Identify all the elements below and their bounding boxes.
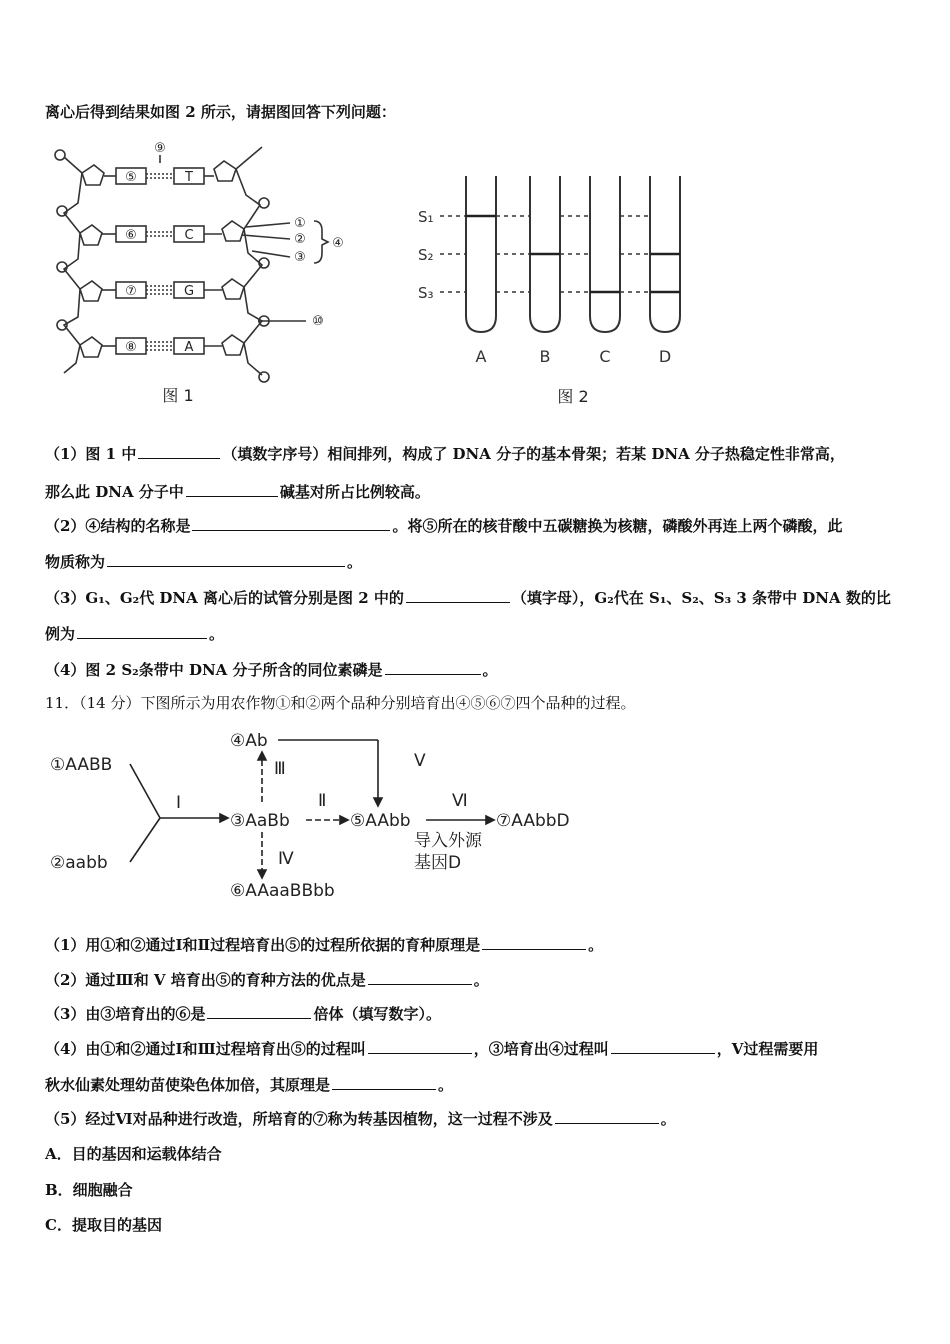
- answer-blank[interactable]: [107, 552, 345, 567]
- answer-blank[interactable]: [611, 1039, 715, 1054]
- answer-blank[interactable]: [207, 1004, 311, 1019]
- q11-part2: （2）通过Ⅲ和 V 培育出⑤的育种方法的优点是 。: [45, 971, 489, 989]
- node-2: ②aabb: [50, 853, 108, 873]
- base-left-4: ⑧: [125, 340, 137, 355]
- base-left-3: ⑦: [125, 284, 137, 299]
- answer-blank[interactable]: [482, 935, 586, 950]
- option-c[interactable]: C．提取目的基因: [45, 1216, 162, 1234]
- q10-part2-line1: （2）④结构的名称是 。将⑤所在的核苷酸中五碳糖换为核糖，磷酸外再连上两个磷酸，此: [45, 517, 843, 535]
- tube-d-label: D: [658, 347, 672, 366]
- node-7: ⑦AAbbD: [496, 811, 570, 831]
- q10-part4: （4）图 2 S₂条带中 DNA 分子所含的同位素磷是 。: [45, 661, 498, 679]
- label-9: ⑨: [154, 141, 166, 156]
- q10-part1-line1: （1）图 1 中 （填数字序号）相间排列，构成了 DNA 分子的基本骨架；若某 DNA 分子热稳定性非常高，: [45, 445, 845, 463]
- tube-c-label: C: [599, 347, 611, 366]
- label-10: ⑩: [312, 314, 324, 329]
- step-5-label: Ⅴ: [414, 751, 426, 771]
- figure-1-caption: 图 1: [162, 386, 194, 405]
- q10-part3-line2: 例为 。: [45, 625, 225, 643]
- node-1: ①AABB: [50, 755, 113, 775]
- answer-blank[interactable]: [368, 1039, 472, 1054]
- base-right-4: A: [184, 340, 194, 355]
- node-4: ④Ab: [230, 731, 268, 751]
- tube-a: [466, 176, 496, 332]
- q11-part4-line1: （4）由①和②通过Ⅰ和Ⅲ过程培育出⑤的过程叫 ，③培育出④过程叫 ，Ⅴ过程需要用: [45, 1040, 819, 1058]
- step-4-label: Ⅳ: [278, 849, 294, 869]
- answer-blank[interactable]: [186, 482, 278, 497]
- figure-2-caption: 图 2: [557, 387, 589, 406]
- tube-a-label: A: [475, 347, 487, 366]
- q10-part2-line2: 物质称为 。: [45, 553, 363, 571]
- answer-blank[interactable]: [138, 444, 220, 459]
- band-s1-label: S₁: [418, 208, 434, 226]
- breeding-process-diagram: [48, 722, 608, 912]
- base-right-1: T: [185, 170, 193, 185]
- step-6-note-line1: 导入外源: [414, 831, 482, 851]
- step-6-note-line2: 基因D: [414, 853, 462, 873]
- answer-blank[interactable]: [77, 624, 207, 639]
- tube-c: [590, 176, 620, 332]
- q11-part1: （1）用①和②通过Ⅰ和Ⅱ过程培育出⑤的过程所依据的育种原理是 。: [45, 936, 604, 954]
- answer-blank[interactable]: [192, 516, 390, 531]
- answer-blank[interactable]: [332, 1075, 436, 1090]
- q11-part4-line2: 秋水仙素处理幼苗使染色体加倍，其原理是 。: [45, 1076, 454, 1094]
- q11-header: 11．（14 分）下图所示为用农作物①和②两个品种分别培育出④⑤⑥⑦四个品种的过程。: [45, 694, 636, 712]
- base-left-2: ⑥: [125, 228, 137, 243]
- answer-blank[interactable]: [385, 660, 481, 675]
- band-s2-label: S₂: [418, 246, 434, 264]
- intro-text: 离心后得到结果如图 2 所示，请据图回答下列问题：: [45, 103, 396, 121]
- q11-part3: （3）由③培育出的⑥是 倍体（填写数字）。: [45, 1005, 441, 1023]
- answer-blank[interactable]: [406, 588, 510, 603]
- q11-part5: （5）经过Ⅵ对品种进行改造，所培育的⑦称为转基因植物，这一过程不涉及 。: [45, 1110, 676, 1128]
- q10-part1-line2: 那么此 DNA 分子中 碱基对所占比例较高。: [45, 483, 430, 501]
- q10-part3-line1: （3）G₁、G₂代 DNA 离心后的试管分别是图 2 中的 （填字母），G₂代在 S₁、S₂、S₃ 3 条带中 DNA 数的比: [45, 589, 891, 607]
- base-right-2: C: [184, 228, 194, 243]
- band-s3-label: S₃: [418, 284, 434, 302]
- step-3-label: Ⅲ: [274, 759, 286, 779]
- label-4: ④: [332, 236, 344, 251]
- answer-blank[interactable]: [555, 1109, 659, 1124]
- option-b[interactable]: B．细胞融合: [45, 1181, 133, 1199]
- node-3: ③AaBb: [230, 811, 290, 831]
- step-6-label: Ⅵ: [452, 791, 468, 811]
- answer-blank[interactable]: [368, 970, 472, 985]
- base-left-1: ⑤: [125, 170, 137, 185]
- figure-2-centrifuge-tubes: [410, 168, 700, 413]
- base-right-3: G: [183, 284, 195, 299]
- label-2: ②: [294, 232, 306, 247]
- step-2-label: Ⅱ: [318, 791, 327, 811]
- step-1-label: Ⅰ: [176, 793, 182, 813]
- figure-1-dna-structure: [50, 135, 360, 415]
- tube-b-label: B: [539, 347, 551, 366]
- node-5: ⑤AAbb: [350, 811, 411, 831]
- node-6: ⑥AAaaBBbb: [230, 881, 335, 901]
- label-3: ③: [294, 250, 306, 265]
- label-1: ①: [294, 216, 306, 231]
- option-a[interactable]: A．目的基因和运载体结合: [45, 1145, 222, 1163]
